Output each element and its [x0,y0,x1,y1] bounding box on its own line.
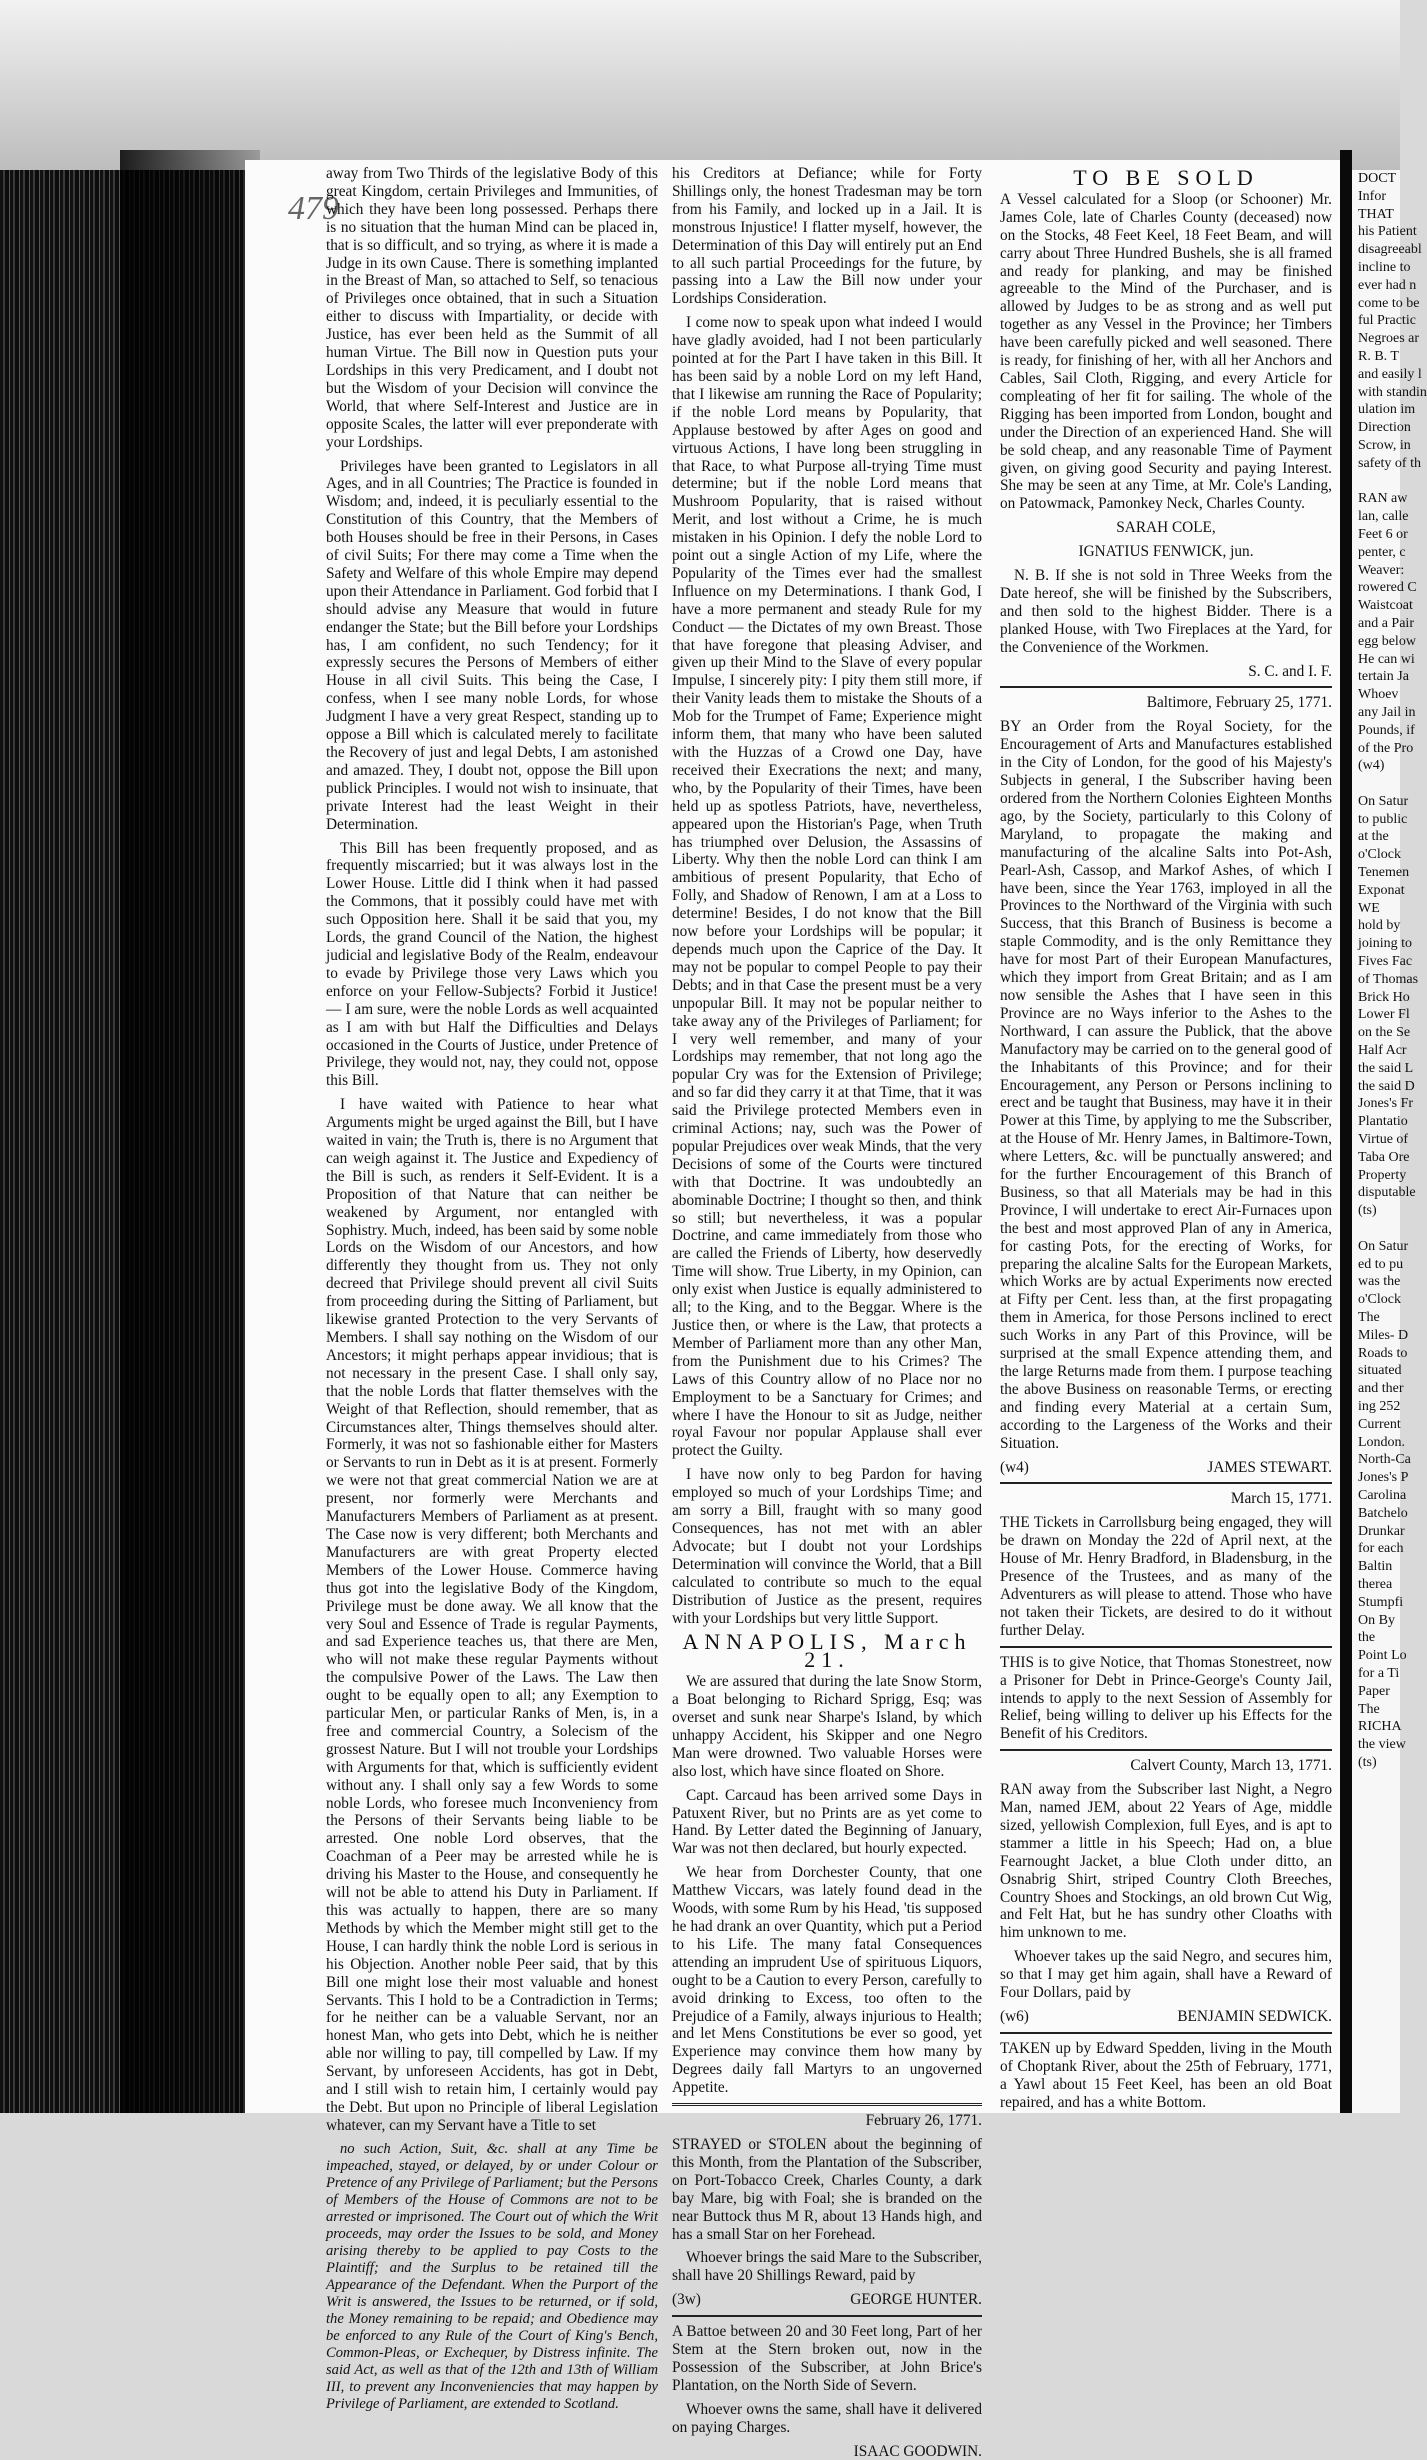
next-page-line: ful Practic [1358,313,1416,329]
ad-text: Whoever takes up the said Negro, and secures him, so that I may get him again, shall have a Reward of Four Dollars, paid by [1000,1948,1332,2002]
next-page-line: On Satur [1358,1238,1409,1254]
next-page-line: Point Lo [1358,1648,1407,1664]
next-page-line: Tenemen [1358,865,1410,881]
next-page-line: ed to pu [1358,1256,1404,1272]
ad-text: TAKEN up by Edward Spedden, living in the Mouth of Choptank River, about the 25th of February, 1771, a Yawl about 15 Feet Keel, has been an old Boat repaired, and has a white Bottom. [1000,2039,1332,2111]
ad-text: A Battoe between 20 and 30 Feet long, Part of her Stem at the Stern broken out, now in the Possession of the Subscriber, at John Brice's Plantation, on the North Side of Severn. [672,2323,982,2394]
divider [1000,1646,1332,1648]
page-gutter [1340,150,1352,2113]
next-page-line: Carolina [1358,1487,1407,1503]
next-page-line: o'Clock [1358,1292,1401,1308]
next-page-line: DOCT [1358,171,1397,186]
ad-signature-row [1000,2008,1332,2026]
next-page-text [1358,170,1427,1772]
next-page-line: the said L [1358,1060,1414,1076]
to-be-sold-heading: TO BE SOLD [1073,165,1259,190]
ad-signature: GEORGE HUNTER. [850,2291,982,2309]
speech-paragraph: Privileges have been granted to Legislators in all Ages, and in all Countries; The Practice is founded in Wisdom; and, indeed, it is peculiarly essential to the Constitution of this Country, that the Members of both Houses should be free in their Persons, in Cases of civil Suits; For there may come a Time when the Safety and Welfare of this whole Empire may depend upon their Attendance in Parliament. God forbid that I should advise any Measure that would in future endanger the State; but the Bill before your Lordships has, I am confident, no such Tendency; for it expressly secures the Persons of Members of either House in all civil Suits. This being the Case, I confess, when I see many noble Lords, for whose Judgment I have a very great Respect, standing up to oppose a Bill which is calculated merely to facilitate the Recovery of just and legal Debts, I am astonished and amazed. They, I doubt not, oppose the Bill upon publick Principles. I would not wish to insinuate, that private Interest had the least Weight in their Determination. [326,457,658,833]
ad-date: Calvert County, March 13, 1771. [1130,1757,1332,1775]
ad-signature: SARAH COLE, [1116,519,1216,537]
ad-signature-row [1000,1459,1332,1477]
ad-code: (w4) [1000,1458,1029,1476]
next-page-line: Brick Ho [1358,989,1410,1005]
ad-text: BY an Order from the Royal Society, for the Encouragement of Arts and Manufactures established in the City of London, for the good of his Majesty's Subjects in general, I the Subscriber having been ordered from the Northern Colonies Eighteen Months ago, by the Society, particularly to this Colony of Maryland, to propagate the making and manufacturing of the alcaline Salts into Pot-Ash, Pearl-Ash, Cassop, and Markof Ashes, of which I have been, since the Year 1763, imployed in all the Provinces to the Northward of the Virginia with such Success, that this Branch of Business is become a staple Commodity, and is the only Remittance they have for most Part of their European Manufactures, which they import from Great Britain; and as I am now sensible the Ashes that I have seen in this Province are no Ways inferior to the Ashes to the Northward, I can assure the Publick, that the above Manufactory may be carried on to the general good of the Inhabitants of this Province; and for their Encouragement, any Person or Persons inclining to erect and be taught that Business, may have it in their Power at this Time, by applying to me the Subscriber, at the House of Mr. Henry James, in Baltimore-Town, where Letters, &c. will be punctually answered; and for the further Encouragement of this Branch of Business, so that all Materials may be had in this Province, I will undertake to erect Air-Furnaces upon the best and most approved Plan of any in America, for casting Pots, for the erecting of Works, for preparing the alcaline Salts for the European Markets, which Works are by actual Experiments now erected at Fifty per Cent. less than, at the first propagating them in America, for those Persons inclined to erect such Works in any Part of this Province, will be surprised at the small Expence attending them, and the large Returns made from them. I purpose teaching the above Business on reasonable Terms, or erecting and finding every Material at a certain Sum, according to the Largeness of the Works and their Situation. [1000,718,1332,1452]
next-page-line: with standin [1358,384,1427,400]
next-page-line: hold by [1358,918,1401,934]
column-1 [326,165,658,2412]
next-page-line: Lower Fl [1358,1007,1410,1023]
speech-paragraph: I come now to speak upon what indeed I would have gladly avoided, had I not been particularly pointed at for the Part I have taken in this Bill. It has been said by a noble Lord on my left Hand, that I likewise am running the Race of Popularity; if the noble Lord means by Popularity, that Applause bestowed by after Ages on good and virtuous Actions, I have long been struggling in that Race, to what Purpose all-trying Time must determine; but if the noble Lord means that Mushroom Popularity, that is raised without Merit, and lost without a Crime, he is much mistaken in his Opinion. I defy the noble Lord to point out a single Action of my Life, where the Popularity of the Times ever had the smallest Influence on my Determinations. I thank God, I have a more permanent and steady Rule for my Conduct — the Dictates of my own Breast. Those that have foregone that pleasing Adviser, and given up their Mind to the Slave of every popular Impulse, I sincerely pity: I pity them still more, if their Vanity leads them to mistake the Shouts of a Mob for the Trumpet of Fame; Experience might inform them, that many who have been saluted with the Huzzas of a Crowd one Day, have received their Execrations the next; and many, who, by the Popularity of their Times, have been held up as spotless Patriots, have, nevertheless, appeared upon the Historian's Page, when Truth has triumphed over Delusion, the Assassins of Liberty. Why then the noble Lord can think I am ambitious of present Popularity, that Echo of Folly, and Shadow of Renown, I am at a Loss to determine! Besides, I do not know that the Bill now before your Lordships will be popular; it depends much upon the Caprice of the Day. It may not be popular to compel People to pay their Debts; and in that Case the present must be a very unpopular Bill. It may not be popular neither to take away any of the Privileges of Parliament; for I very well remember, and many of your Lordships may remember, that not long ago the popular Cry was for the Extension of Privilege; and so far did they carry it at that Time, that it was said the Privilege protected Members even in criminal Actions; nay, such was the Power of popular Prejudices over weak Minds, that the very Decisions of some of the Courts were tinctured with that Doctrine. It was undoubtedly an abominable Doctrine; I thought so then, and think so still; but nevertheless, it was a popular Doctrine, and came immediately from those who are called the Friends of Liberty, how deservedly Time will show. True Liberty, in my Opinion, can only exist when Justice is equally administered to all; to the King, and to the Beggar. Where is the Justice then, or where is the Law, that protects a Member of Parliament more than any other Man, from the Punishment due to his Crimes? The Laws of this Country allow of no Place nor no Employment to be a Sanctuary for Crimes; and where I have the Honour to sit as Judge, neither royal Favour nor popular Applause shall ever protect the Guilty. [672,314,982,1460]
next-page-line: to public [1358,811,1408,827]
next-page-line: disagreeabl [1358,242,1422,258]
ad-date: February 26, 1771. [865,2112,982,2130]
next-page-line: incline to [1358,259,1411,275]
next-page-line: and a Pair [1358,615,1414,631]
next-page-line: Pounds, if [1358,722,1415,738]
next-page-line: of the Pro [1358,740,1414,756]
speech-paragraph: away from Two Thirds of the legislative Body of this great Kingdom, certain Privileges and Immunities, of which they have been long possessed. Perhaps there is no situation that the human Mind can be placed in, that is so difficult, and so trying, as where it is made a Judge in its own Cause. There is something implanted in the Breast of Man, so attached to Self, so tenacious of Privileges once obtained, that in such a Situation either to discuss with Impartiality, or decide with Justice, has ever been held as the Summit of all human Virtue. The Bill now in Question puts your Lordships in this very Predicament, and I doubt not but the Wisdom of your Decision will convince the World, that where Self-Interest and Justice are in opposite Scales, the latter will ever preponderate with your Lordships. [326,165,658,451]
next-page-line: of Thomas [1358,971,1419,987]
annapolis-heading: ANNAPOLIS, March 21. [682,1629,972,1673]
next-page-line: on the Se [1358,1025,1411,1041]
news-item: We are assured that during the late Snow Storm, a Boat belonging to Richard Sprigg, Esq; was overset and sunk near Sharpe's Island, by which unhappy Accident, his Skipper and one Negro Man were drowned. Two valuable Horses were also lost, which have since floated on Shore. [672,1673,982,1780]
ad-text: STRAYED or STOLEN about the beginning of this Month, from the Plantation of the Subscriber, on Port-Tobacco Creek, Charles County, a dark bay Mare, big with Foal; she is branded on the near Buttock thus M R, about 13 Hands high, and has a small Star on her Forehead. [672,2135,982,2243]
next-page-line: Scrow, in [1358,437,1411,453]
next-page-line: and ther [1358,1381,1404,1397]
next-page-line: for a Ti [1358,1665,1400,1681]
next-page-line: ever had n [1358,277,1417,293]
next-page-line: at the [1358,829,1389,845]
next-page-line: rowered C [1358,580,1417,596]
next-page-line: joining to [1358,936,1413,952]
next-page-line: WE [1358,900,1380,916]
next-page-line: Batchelo [1358,1505,1408,1521]
ad-date: Baltimore, February 25, 1771. [1146,694,1332,712]
next-page-line: Drunkar [1358,1523,1405,1539]
next-page-line: Fives Fac [1358,954,1413,970]
next-page-line: Baltin [1358,1559,1393,1575]
next-page-line: the [1358,1630,1376,1646]
next-page-line: and easily l [1358,366,1422,382]
ad-code: (w6) [1000,2008,1029,2025]
ad-text: Whoever owns the same, shall have it delivered on paying Charges. [672,2400,982,2436]
next-page-line: Feet 6 or [1358,526,1408,542]
next-page-line: ulation im [1358,402,1416,418]
next-page-line: Whoev [1358,687,1399,703]
next-page-line: Roads to [1358,1345,1408,1361]
next-page-line: RICHA [1358,1719,1402,1735]
next-page-line: Direction [1358,420,1411,436]
next-page-line: On Satur [1358,793,1409,809]
divider [1000,686,1332,688]
next-page-line: Miles- D [1358,1327,1409,1343]
next-page-sliver [1352,170,1427,2113]
next-page-line: He can wi [1358,651,1415,667]
ad-signature: IGNATIUS FENWICK, jun. [1078,543,1254,561]
next-page-line: Property [1358,1167,1407,1183]
next-page-line: for each [1358,1541,1404,1557]
next-page-line: Jones's Fr [1358,1096,1414,1112]
next-page-line: Stumpfi [1358,1594,1404,1610]
next-page-line: Negroes ar [1358,331,1420,347]
next-page-line: any Jail in [1358,704,1416,720]
next-page-line: (ts) [1358,1754,1377,1770]
next-page-line: situated [1358,1363,1402,1379]
next-page-line: Current [1358,1416,1401,1432]
next-page-line: Waistcoat [1358,598,1413,614]
ad-signature-row [672,2291,982,2309]
next-page-line: egg below [1358,633,1416,649]
ad-note: N. B. If she is not sold in Three Weeks from the Date hereof, she will be finished by the Subscribers, and then sold to the highest Bidder. There is a planked House, with Two Fireplaces at the Yard, for the Convenience of the Workmen. [1000,567,1332,656]
next-page-line [1358,473,1427,491]
next-page-line: (w4) [1358,758,1385,774]
ad-code: S. C. and I. F. [1248,662,1332,680]
next-page-line: North-Ca [1358,1452,1411,1468]
ad-date: March 15, 1771. [1230,1490,1332,1508]
speech-paragraph: I have waited with Patience to hear what Arguments might be urged against the Bill, but I have waited in vain; the Truth is, there is no Argument that can weigh against it. The Justice and Expediency of the Bill is such, as renders it Self-Evident. It is a Proposition of that Nature that can neither be weakened by Argument, nor entangled with Sophistry. Much, indeed, has been said by some noble Lords on the Wisdom of our Ancestors, and how differently they thought from us. They not only decreed that Privilege should prevent all civil Suits from proceeding during the Sitting of Parliament, but likewise granted Protection to the very Servants of Members. I shall say nothing on the Wisdom of our Ancestors; it might perhaps appear invidious; that is not necessary in the present Case. I shall only say, that the noble Lords that flatter themselves with the Weight of that Reflection, should remember, that as Circumstances alter, Things themselves should alter. Formerly, it was not so fashionable either for Masters or Servants to run in Debt as it is at present. Formerly we were not that great commercial Nation we are at present, nor formerly were Merchants and Manufacturers Members of Parliament as at present. The Case now is very different; both Merchants and Manufacturers are with great Property elected Members of the Lower House. Commerce having thus got into the legislative Body of the Kingdom, Privilege must be done away. We all know that the very Soul and Essence of Trade is regular Payments, and sad Experience teaches us, that there are Men, who will not make these regular Payments without the compulsive Power of the Laws. The Law then ought to be equally open to all; any Exemption to particular Men, or particular Ranks of Men, is, in a free and commercial Country, a Solecism of the grossest Nature. But I will not trouble your Lordships with Arguments for that, which is sufficiently evident without any. I shall only say a few Words to some noble Lords, who foresee much Inconveniency from the Persons of their Servants being liable to be arrested. One noble Lord observes, that the Coachman of a Peer may be arrested while he is driving his Master to the House, and consequently he will not be able to attend his Duty in Parliament. If this was actually to happen, there are so many Methods by which the Member might still get to the House, I can hardly think the noble Lord is serious in his Objection. Another noble Peer said, that by this Bill one might lose their most valuable and honest Servants. This I hold to be a Contradiction in Terms; for he neither can be a valuable Servant, nor an honest Man, who gets into Debt, which he is neither able nor willing to pay, till compelled by Law. If my Servant, by unforeseen Accidents, has got in Debt, and I still wish to retain him, I certainly would pay the Debt. But upon no Principle of liberal Legislation whatever, can my Servant have a Title to set [326,1096,658,2134]
ad-code: (3w) [672,2291,701,2309]
next-page-line: the said D [1358,1078,1415,1094]
next-page-line: o'Clock [1358,847,1401,863]
column-2 [672,165,982,2460]
next-page-line: Paper [1358,1683,1390,1699]
next-page-line: ing 252 [1358,1398,1401,1414]
next-page-line: RAN aw [1358,491,1408,507]
ad-text: RAN away from the Subscriber last Night, a Negro Man, named JEM, about 22 Years of Age, middle sized, yellowish Complexion, full Eyes, and is apt to stammer a little in his Speech; Had on, a blue Fearnought Jacket, a blue Cloth under ditto, an Osnabrig Shirt, striped Country Cloth Breeches, Country Shoes and Stockings, an old brown Cut Wig, and Felt Hat, but he has sundry other Cloaths with him unknown to me. [1000,1781,1332,1942]
next-page-line: his Patient [1358,224,1417,240]
column-3 [1000,165,1332,2111]
footnote: no such Action, Suit, &c. shall at any Time be impeached, stayed, or delayed, by or under Colour or Pretence of any Privilege of Parliament; but the Persons of Members of the House of Commons are not to be arrested or imprisoned. The Court out of which the Writ proceeds, may order the Issues to be sold, and Money arising thereby to be applied to pay Costs to the Plaintiff; and the Surplus to be retained till the Appearance of the Defendant. When the Purport of the Writ is answered, the Issues to be returned, or if sold, the Money remaining to be repaid; and Obedience may be enforced to any Rule of the Court of King's Bench, Common-Pleas, or Exchequer, by Distress infinite. The said Act, as well as that of the 12th and 13th of William III, to prevent any Inconveniencies that may happen by Privilege of Parliament, are extended to Scotland. [326,2140,658,2412]
next-page-line [1358,1220,1427,1238]
ad-text: A Vessel calculated for a Sloop (or Schooner) Mr. James Cole, late of Charles County (deceased) now on the Stocks, 48 Feet Keel, 18 Feet Beam, and will carry about Three Hundred Bushels, she is all framed and ready for planking, and may be finished agreeable to the Mind of the Purchaser, and is allowed by Judges to be as strong and as well put together as any Vessel in the Province; her Timbers have been carefully picked and well seasoned. There is ready, for finishing of her, with all her Anchors and Cables, Sail Cloth, Rigging, and every Article for compleating of her fit for sailing. The whole of the Rigging has been imported from London, bought and under the Direction of an experienced Hand. She will be sold cheap, and any reasonable Time of Payment given, on giving good Security and paying Interest. She may be seen at any Time, at Mr. Cole's Landing, on Patowmack, Pamonkey Neck, Charles County. [1000,190,1332,513]
next-page-line: was the [1358,1274,1401,1290]
next-page-line: safety of th [1358,455,1421,471]
divider [672,2315,982,2317]
divider [1000,2032,1332,2034]
next-page-line: Virtue of [1358,1132,1409,1148]
divider [1000,1482,1332,1484]
next-page-line: Exponat [1358,882,1405,898]
divider [672,2103,982,2106]
next-page-line: On By [1358,1612,1395,1628]
ad-text: Whoever brings the said Mare to the Subscriber, shall have 20 Shillings Reward, paid by [672,2249,982,2285]
ad-signature: BENJAMIN SEDWICK. [1177,2008,1332,2025]
next-page-line: Infor [1358,188,1386,204]
next-page-line: come to be [1358,295,1420,311]
next-page-line: tertain Ja [1358,669,1409,685]
speech-paragraph: I have now only to beg Pardon for having employed so much of your Lordships Time; and am sorry a Bill, fraught with so many good Consequences, has not met with an abler Advocate; but I doubt not your Lordships Determination will convince the World, that a Bill calculated to contribute so much to the equal Distribution of Justice as the present, requires with your Lordships but very little Support. [672,1466,982,1627]
next-page-line: Jones's P [1358,1470,1409,1486]
next-page-line: therea [1358,1576,1393,1592]
next-page-line: Taba Ore [1358,1149,1410,1165]
next-page-line: the view [1358,1737,1406,1753]
next-page-line: London. [1358,1434,1406,1450]
next-page-line: THAT [1358,206,1394,222]
next-page-line: Half Acr [1358,1043,1407,1059]
next-page-line: disputable [1358,1185,1416,1201]
scan-background [0,0,1400,170]
next-page-line: Weaver: [1358,562,1405,578]
speech-paragraph: This Bill has been frequently proposed, and as frequently miscarried; but it was always lost in the Lower House. Little did I think when it had passed the Commons, that it possibly could have met with such Opposition here. Shall it be said that you, my Lords, the grand Council of the Nation, the highest judicial and legislative Body of the Realm, endeavour to evade by Privilege those very Laws which you enforce on your Fellow-Subjects? Forbid it Justice! — I am sure, were the noble Lords as well acquainted as I am with but Half the Difficulties and Delays occasioned in the Courts of Justice, under Pretence of Privilege, they would not, nay, they could not, oppose this Bill. [326,839,658,1090]
divider [1000,1749,1332,1751]
ad-text: THIS is to give Notice, that Thomas Stonestreet, now a Prisoner for Debt in Prince-George's County Jail, intends to apply to the next Session of Assembly for Relief, being willing to deliver up his Effects for the Benefit of his Creditors. [1000,1653,1332,1743]
next-page-line: penter, c [1358,544,1406,560]
news-item: We hear from Dorchester County, that one Matthew Viccars, was lately found dead in the Woods, with some Rum by his Head, 'tis supposed he had drank an over Quantity, which put a Period to his Life. The many fatal Consequences attending an imprudent Use of spirituous Liquors, ought to be a Caution to every Person, carefully to avoid drinking to Excess, too often to the Prejudice of a Family, always injurious to Health; and let Mens Constitutions be ever so good, yet Experience may convince them how many by Degrees daily fall Martyrs to an ungoverned Appetite. [672,1864,982,2097]
next-page-line: lan, calle [1358,509,1409,525]
next-page-line: The [1358,1701,1380,1717]
ad-signature: JAMES STEWART. [1207,1458,1332,1476]
news-item: Capt. Carcaud has been arrived some Days in Patuxent River, but no Prints are as yet come to Hand. By Letter dated the Beginning of January, War was not then declared, but hourly expected. [672,1786,982,1858]
ad-text: THE Tickets in Carrollsburg being engaged, they will be drawn on Monday the 22d of April next, at the House of Mr. Henry Bradford, in Bladensburg, in the Presence of the Trustees, and as many of the Adventurers as will please to attend. Those who have not taken their Tickets, are desired to do it without further Delay. [1000,1514,1332,1639]
ad-signature: ISAAC GOODWIN. [853,2442,982,2460]
next-page-line: R. B. T [1358,348,1399,364]
next-page-line: Plantatio [1358,1114,1408,1130]
next-page-line: (ts) [1358,1203,1377,1219]
next-page-line [1358,775,1427,793]
binding-shadow [120,150,260,2113]
speech-paragraph: his Creditors at Defiance; while for Forty Shillings only, the honest Tradesman may be torn from his Family, and locked up in a Jail. It is monstrous Injustice! I flatter myself, however, the Determination of this Day will entirely put an End to all such partial Proceedings for the future, by passing into a Law the Bill now under your Lordships Consideration. [672,165,982,308]
next-page-line: The [1358,1310,1380,1325]
page-number: 479 [288,190,339,227]
